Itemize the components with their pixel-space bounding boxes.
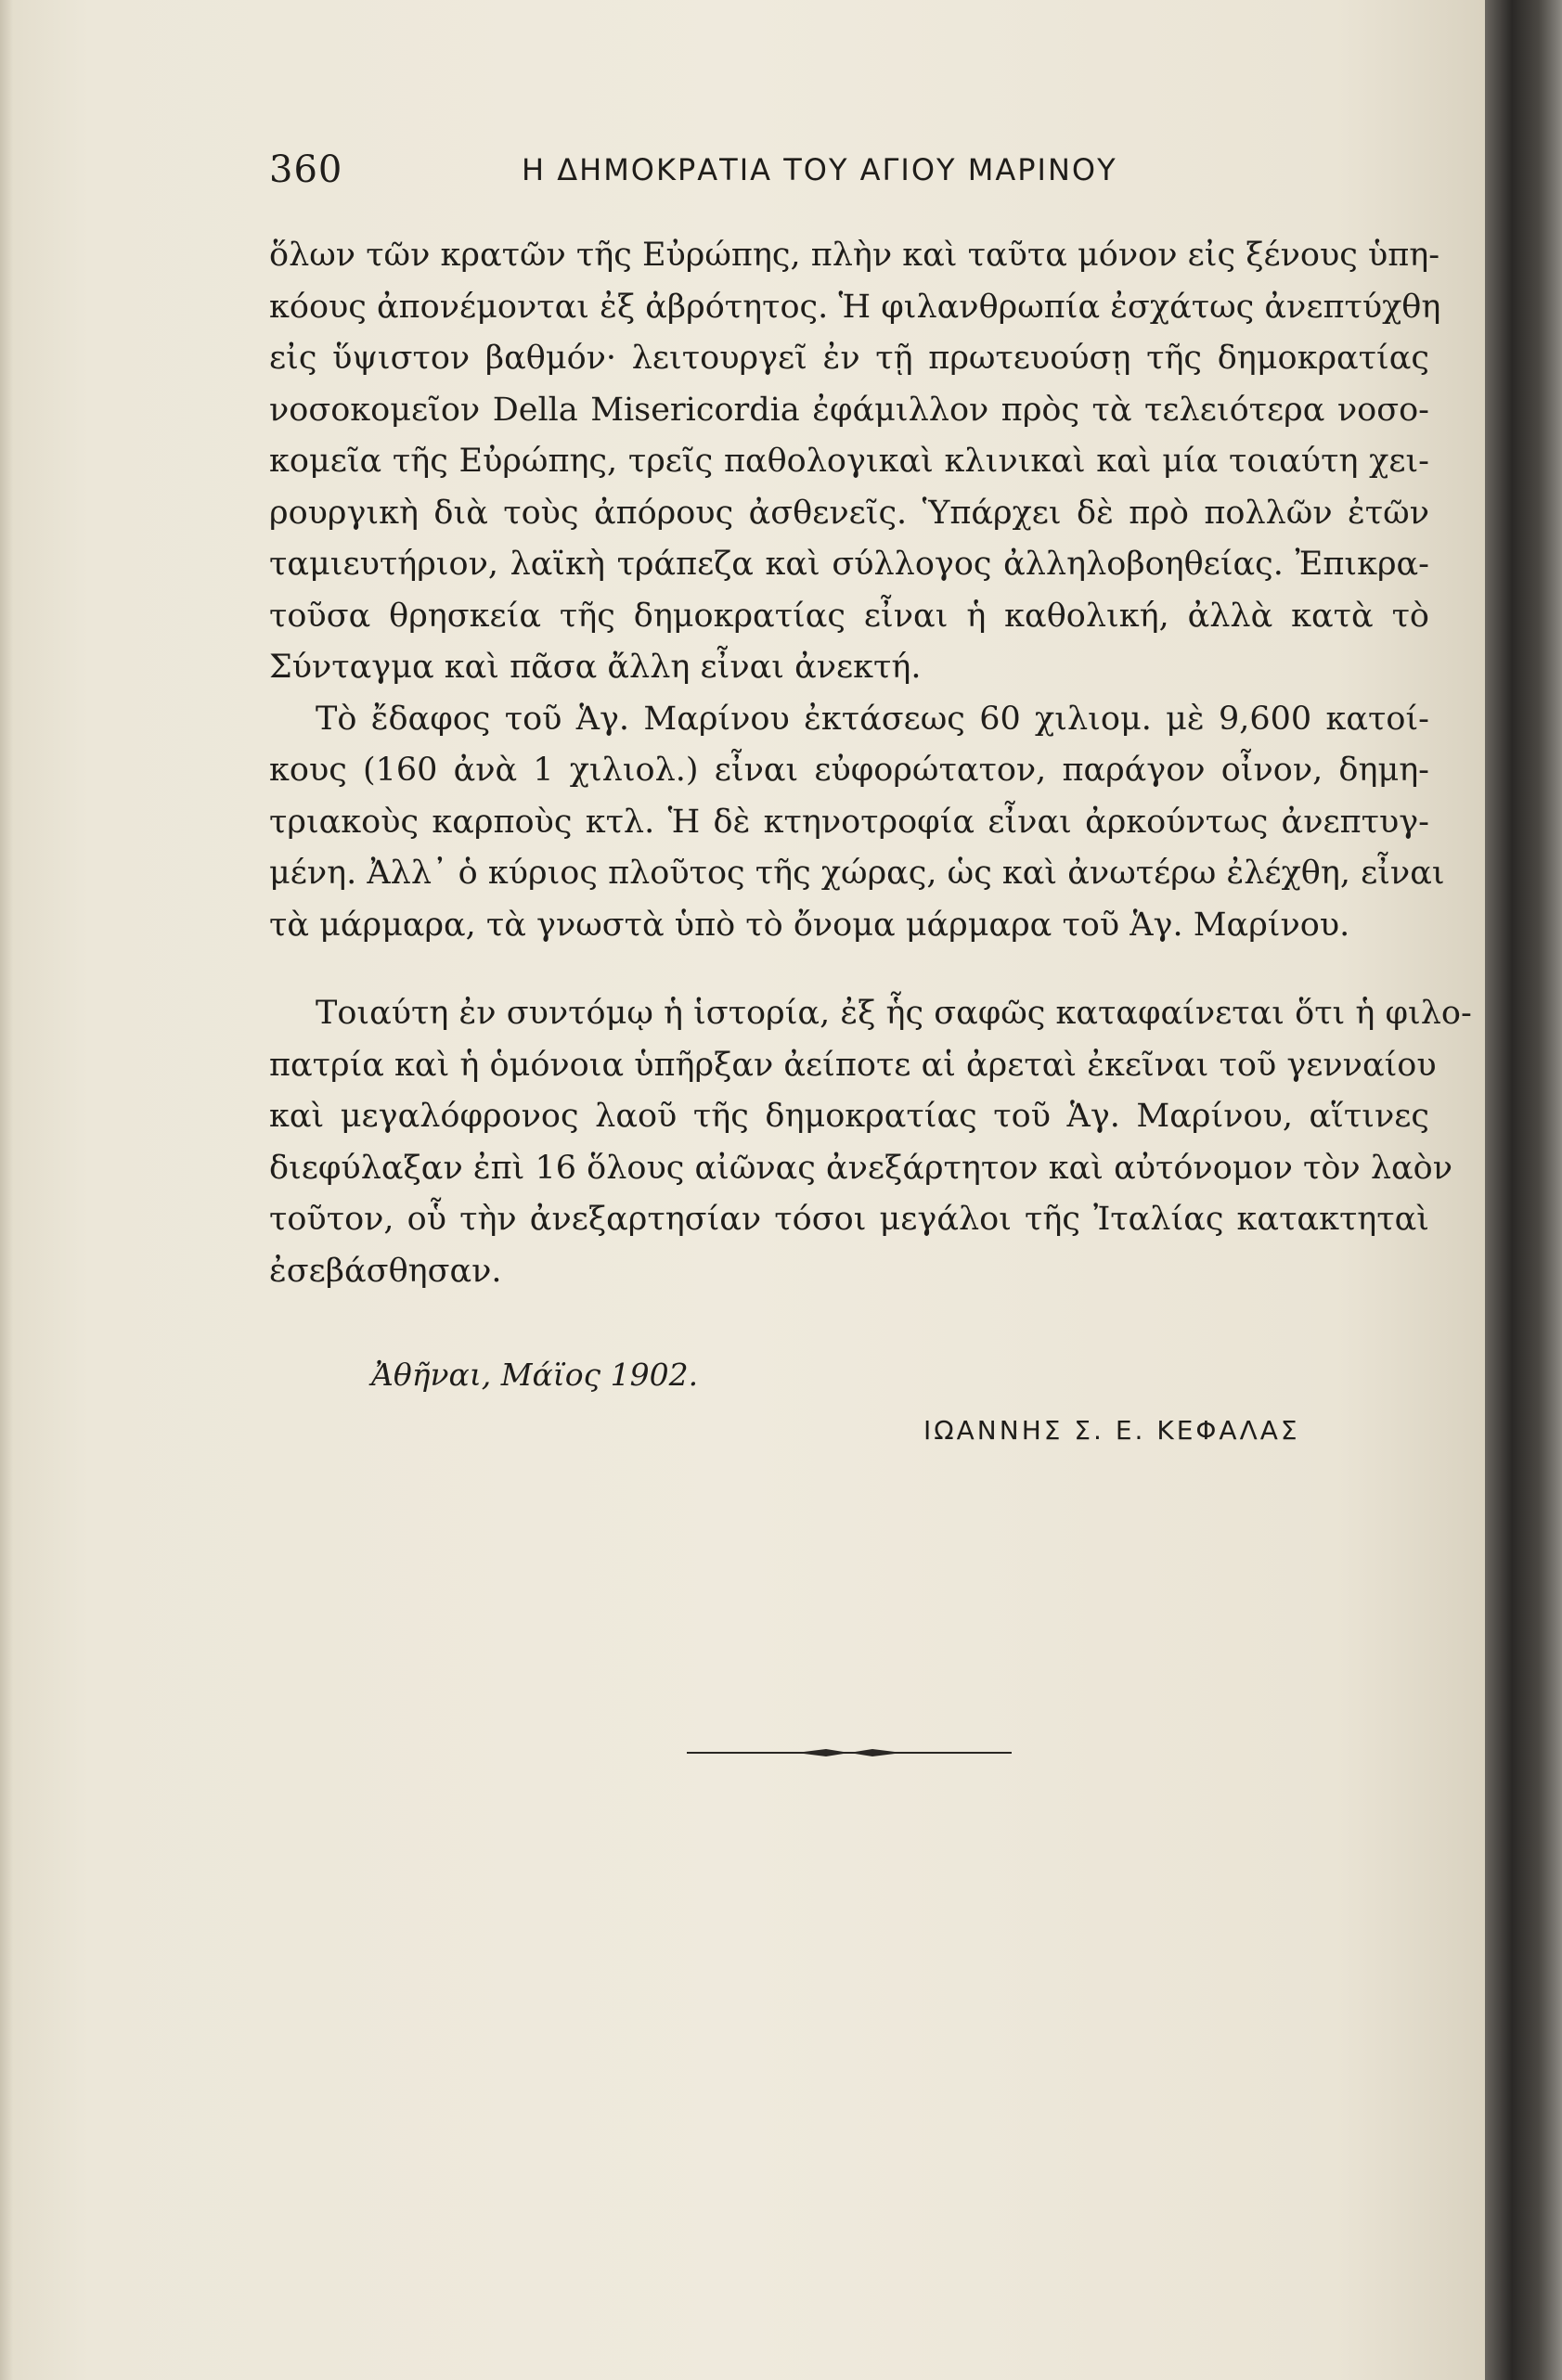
text-line: κομεῖα τῆς Εὐρώπης, τρεῖς παθολογικαὶ κλινικαὶ καὶ μία τοιαύτη χει- [269,443,1429,480]
text-line: ταμιευτήριον, λαϊκὴ τράπεζα καὶ σύλλογος ἀλληλοβοηθείας. Ἐπικρα- [269,546,1429,583]
text-line: τριακοὺς καρποὺς κτλ. Ἡ δὲ κτηνοτροφία εἶναι ἀρκούντως ἀνεπτυγ- [269,803,1429,841]
text-line: κους (160 ἀνὰ 1 χιλιολ.) εἶναι εὐφορώτατον, παράγον οἶνον, δημη- [269,752,1429,789]
page-number: 360 [269,148,343,191]
text-line: Τὸ ἔδαφος τοῦ Ἁγ. Μαρίνου ἐκτάσεως 60 χιλιομ. μὲ 9,600 κατοί- [316,700,1429,738]
text-line: εἰς ὕψιστον βαθμόν· λειτουργεῖ ἐν τῇ πρωτευούσῃ τῆς δημοκρατίας [269,340,1429,377]
text-line: διεφύλαξαν ἐπὶ 16 ὅλους αἰῶνας ἀνεξάρτητον καὶ αὐτόνομον τὸν λαὸν [269,1149,1452,1187]
text-line: τοῦσα θρησκεία τῆς δημοκρατίας εἶναι ἡ καθολική, ἀλλὰ κατὰ τὸ [269,597,1429,635]
text-line: ἐσεβάσθησαν. [269,1252,502,1290]
text-line: ὅλων τῶν κρατῶν τῆς Εὐρώπης, πλὴν καὶ ταῦτα μόνον εἰς ξένους ὑπη- [269,237,1440,274]
text-line: μένη. Ἀλλ᾽ ὁ κύριος πλοῦτος τῆς χώρας, ὡς καὶ ἀνωτέρω ἐλέχθη, εἶναι [269,855,1445,892]
text-line: ρουργικὴ διὰ τοὺς ἀπόρους ἀσθενεῖς. Ὑπάρχει δὲ πρὸ πολλῶν ἐτῶν [269,494,1429,532]
author-signature: ΙΩΑΝΝΗΣ Σ. Ε. ΚΕΦΑΛΑΣ [923,1415,1300,1446]
text-line: νοσοκομεῖον Della Misericordia ἐφάμιλλον πρὸς τὰ τελειότερα νοσο- [269,391,1429,429]
paragraph-1 [269,230,1445,951]
body-text [269,230,1472,1297]
text-line: πατρία καὶ ἡ ὁμόνοια ὑπῆρξαν ἀείποτε αἱ ἀρεταὶ ἐκεῖναι τοῦ γενναίου [269,1046,1437,1084]
text-line: τοῦτον, οὗ τὴν ἀνεξαρτησίαν τόσοι μεγάλοι τῆς Ἰταλίας κατακτηταὶ [269,1201,1429,1238]
paragraph-2 [269,988,1472,1297]
running-title: Η ΔΗΜΟΚΡΑΤΙΑ ΤΟΥ ΑΓΙΟΥ ΜΑΡΙΝΟΥ [522,152,1117,187]
text-line: καὶ μεγαλόφρονος λαοῦ τῆς δημοκρατίας τοῦ Ἁγ. Μαρίνου, αἵτινες [269,1098,1429,1135]
text-line: κόους ἀπονέμονται ἐξ ἀβρότητος. Ἡ φιλανθρωπία ἐσχάτως ἀνεπτύχθη [269,288,1441,326]
running-head [269,148,1253,204]
end-ornament [687,1746,1012,1759]
place-date: Ἀθῆναι, Μάϊος 1902. [371,1357,699,1393]
text-line: Τοιαύτη ἐν συντόμῳ ἡ ἱστορία, ἐξ ἧς σαφῶς καταφαίνεται ὅτι ἡ φιλο- [316,995,1472,1032]
text-line: τὰ μάρμαρα, τὰ γνωστὰ ὑπὸ τὸ ὄνομα μάρμαρα τοῦ Ἁγ. Μαρίνου. [269,906,1350,944]
text-line: Σύνταγμα καὶ πᾶσα ἄλλη εἶναι ἀνεκτή. [269,649,922,686]
page-left-edge [0,0,13,2380]
book-spine-shadow [1485,0,1562,2380]
